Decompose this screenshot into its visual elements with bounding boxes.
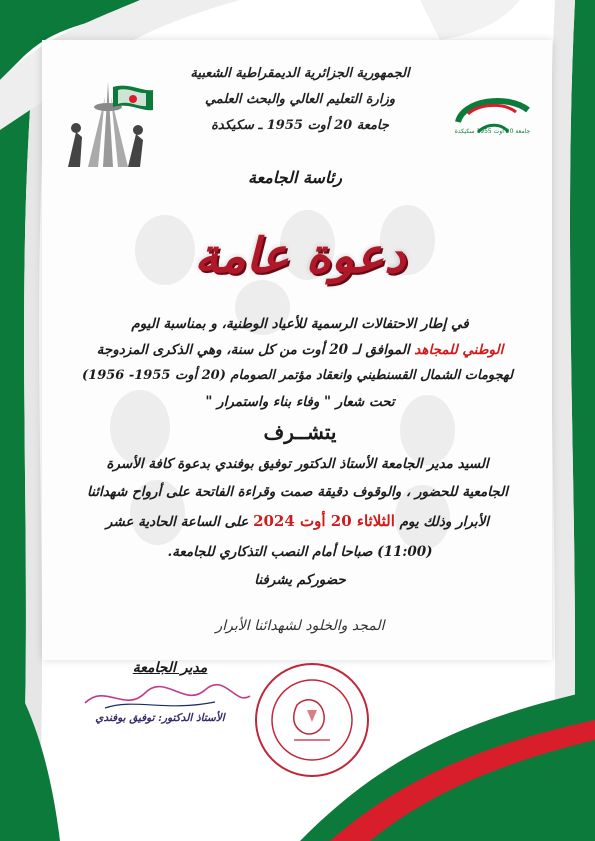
office-title: رئاسة الجامعة (248, 168, 342, 187)
header-republic: الجمهورية الجزائرية الديمقراطية الشعبية (190, 66, 410, 81)
body-line-7 (60, 512, 535, 530)
body-line-1: في إطار الاحتفالات الرسمية للأعياد الوطنية، و بمناسبة اليوم (131, 316, 469, 332)
header-university: جامعة 20 أوت 1955 ـ سكيكدة (211, 118, 389, 133)
official-stamp-icon (252, 660, 372, 780)
header-ministry: وزارة التعليم العالي والبحث العلمي (204, 92, 396, 107)
occasion-highlight: الوطني للمجاهد (414, 342, 504, 358)
university-logo (448, 92, 538, 147)
main-title: دعوة عامة (194, 228, 406, 284)
signature-name: الأستاذ الدكتور: توفيق بوفندي (95, 712, 225, 724)
body-line-2-rest: الموافق لـ 20 أوت من كل سنة، وهي الذكرى المزدوجة (96, 342, 410, 358)
event-date: الثلاثاء 20 أوت 2024 (253, 512, 395, 530)
body-line-3: لهجومات الشمال القسنطيني وانعقاد مؤتمر الصومام (20 أوت 1955- 1956) (82, 368, 513, 383)
body-line-7-a: الأبرار وذلك يوم (399, 514, 490, 530)
signature-title: مدير الجامعة (132, 660, 208, 676)
body-line-8: (11:00) صباحا أمام النصب التذكاري للجامعة. (167, 544, 433, 560)
body-line-5: السيد مدير الجامعة الأستاذ الدكتور توفيق بوفندي بدعوة كافة الأسرة (106, 456, 489, 472)
body-line-6: الجامعية للحضور ، والوقوف دقيقة صمت وقراءة الفاتحة على أرواح شهدائنا (87, 484, 508, 500)
university-logo-caption: جامعة 20 أوت 1955 سكيكدة (454, 128, 531, 135)
honor-word: يتشــرف (263, 420, 337, 444)
body-line-7-b: على الساعة الحادية عشر (105, 514, 249, 530)
slogan: تحت شعار " وفاء بناء واستمرار " (205, 394, 395, 410)
martyrs-monument-icon (58, 62, 158, 172)
motto: المجد والخلود لشهدائنا الأبرار (215, 618, 385, 634)
closing-line: حضوركم يشرفنا (254, 572, 346, 588)
body-line-2 (70, 342, 530, 358)
